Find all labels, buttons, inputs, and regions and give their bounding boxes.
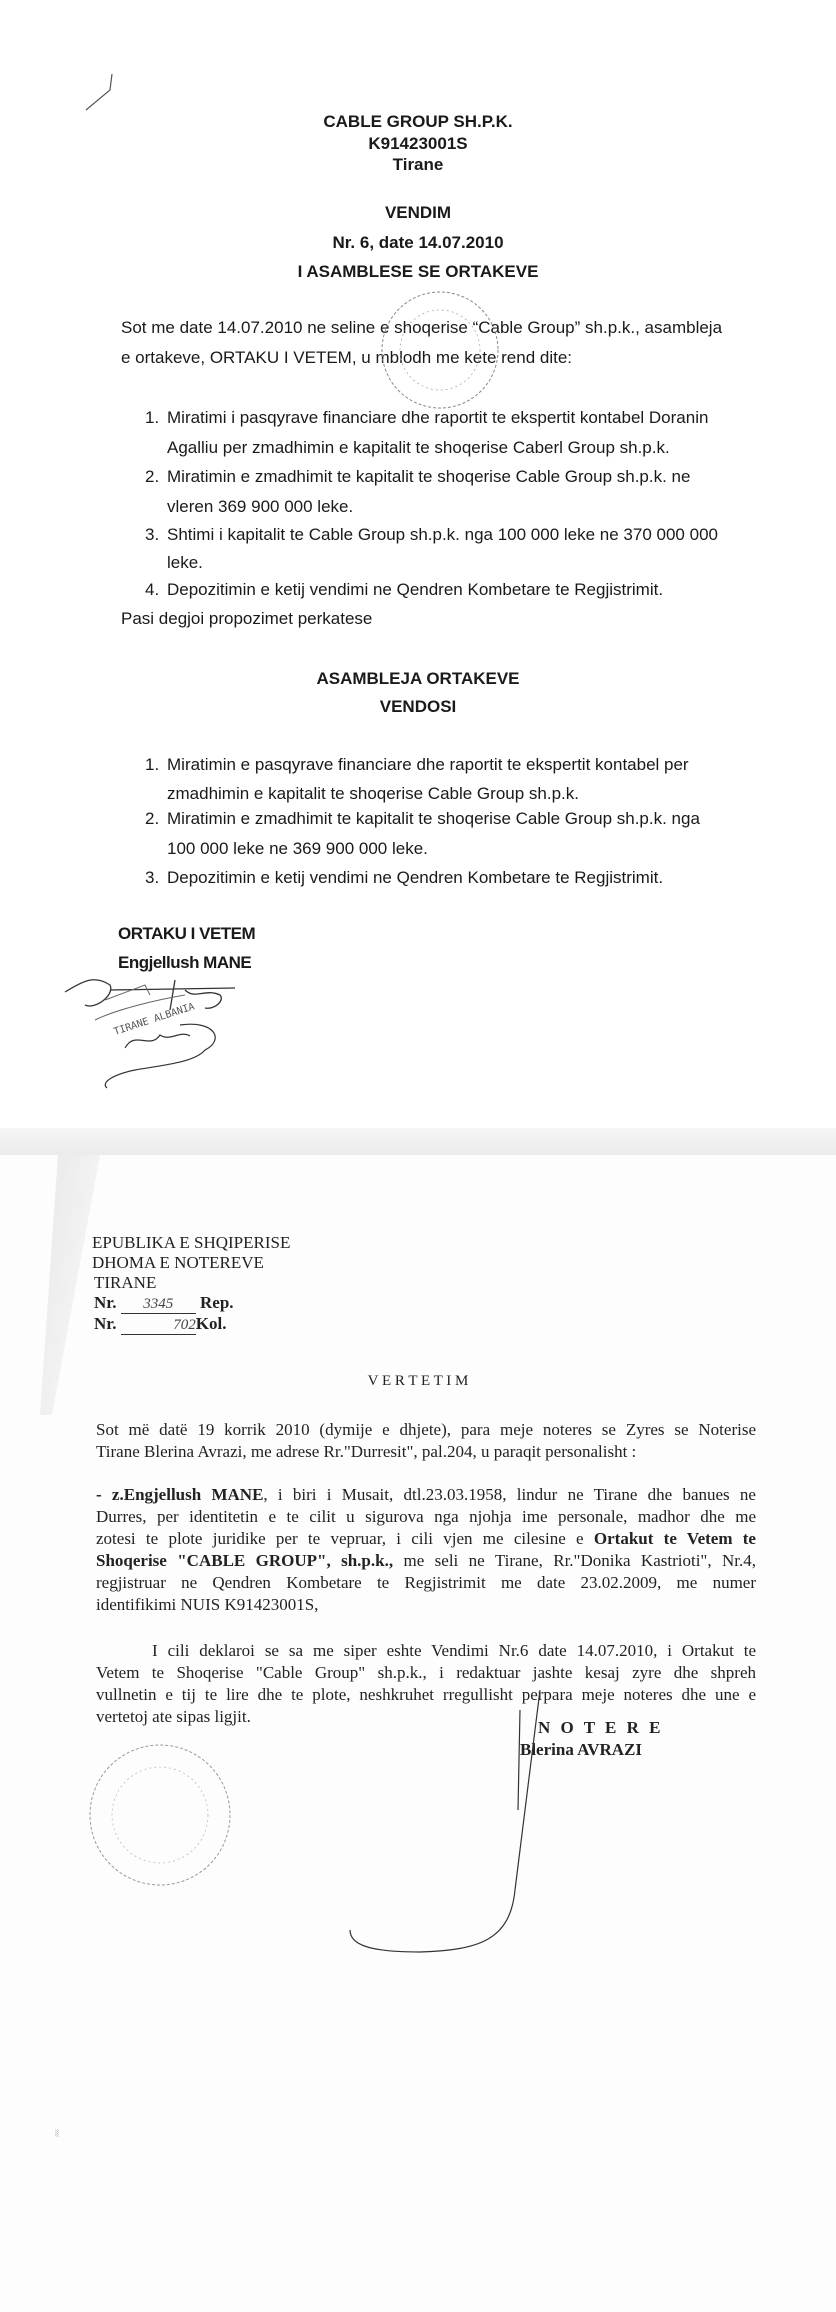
company-nuis: K91423001S bbox=[368, 134, 468, 153]
agenda-line: leke. bbox=[167, 553, 203, 572]
header-line: DHOMA E NOTEREVE bbox=[92, 1253, 264, 1272]
kol-suffix: Kol. bbox=[195, 1314, 227, 1333]
signatory-title: ORTAKU I VETEM bbox=[118, 924, 256, 943]
signatory-name: Engjellush MANE bbox=[118, 953, 252, 972]
para2-line: - z.Engjellush MANE, i biri i Musait, dtl.23.03.1958, lindur ne Tirane dhe banues ne bbox=[96, 1485, 756, 1504]
para3-line: vullnetin e tij te lire dhe te plote, neshkruhet rregullisht perpara meje noteres dhe une e bbox=[96, 1685, 756, 1704]
pen-mark bbox=[80, 70, 120, 115]
kol-number: 702 bbox=[121, 1317, 196, 1335]
doc-body: I ASAMBLESE SE ORTAKEVE bbox=[297, 262, 539, 281]
appearing-person: - z.Engjellush MANE bbox=[96, 1485, 264, 1504]
rep-label: Nr. bbox=[94, 1293, 117, 1312]
assembly-heading: ASAMBLEJA ORTAKEVE bbox=[316, 669, 520, 688]
para2-line: regjistruar ne Qendren Kombetare te Regjistrimit me date 23.02.2009, me numer bbox=[96, 1573, 756, 1592]
agenda-line: Depozitimin e ketij vendimi ne Qendren Kombetare te Regjistrimit. bbox=[167, 580, 664, 599]
para2-line: Shoqerise "CABLE GROUP", sh.p.k., me seli ne Tirane, Rr."Donika Kastrioti", Nr.4, bbox=[96, 1551, 757, 1570]
notary-stamp bbox=[375, 285, 505, 415]
intro-line: e ortakeve, ORTAKU I VETEM, u mblodh me kete rend dite: bbox=[121, 348, 573, 367]
agenda-num: 3. bbox=[145, 525, 160, 544]
agenda-num: 2. bbox=[145, 467, 160, 486]
decision-num: 2. bbox=[145, 809, 160, 828]
doc-type: VENDIM bbox=[384, 203, 452, 222]
after-agenda: Pasi degjoi propozimet perkatese bbox=[121, 609, 373, 628]
decides-heading: VENDOSI bbox=[379, 697, 457, 716]
scan-mark: ░ bbox=[55, 2130, 60, 2137]
notary-title: N O T E R E bbox=[538, 1718, 664, 1737]
rep-number: 3345 bbox=[121, 1296, 196, 1314]
para1-line: Tirane Blerina Avrazi, me adrese Rr."Durresit", pal.204, u paraqit personalisht : bbox=[96, 1442, 637, 1461]
decision-line: Miratimin e zmadhimit te kapitalit te shoqerise Cable Group sh.p.k. nga bbox=[167, 809, 700, 828]
agenda-num: 4. bbox=[145, 580, 160, 599]
signature-and-company-stamp bbox=[55, 970, 255, 1090]
decision-line: 100 000 leke ne 369 900 000 leke. bbox=[167, 839, 428, 858]
para3-line: Vetem te Shoqerise "Cable Group" sh.p.k., i redaktuar jashte kesaj zyre dhe shpreh bbox=[96, 1663, 756, 1682]
rep-number-row bbox=[94, 1293, 234, 1314]
intro-line: Sot me date 14.07.2010 ne seline e shoqerise “Cable Group” sh.p.k., asambleja bbox=[121, 318, 723, 337]
decision-num: 1. bbox=[145, 755, 160, 774]
agenda-line: Agalliu per zmadhimin e kapitalit te shoqerise Caberl Group sh.p.k. bbox=[167, 438, 670, 457]
decision-line: zmadhimin e kapitalit te shoqerise Cable Group sh.p.k. bbox=[167, 784, 579, 803]
para3-line: vertetoj ate sipas ligjit. bbox=[96, 1707, 251, 1726]
notary-seal bbox=[80, 1735, 240, 1895]
agenda-line: Miratimin e zmadhimit te kapitalit te shoqerise Cable Group sh.p.k. ne bbox=[167, 467, 691, 486]
svg-text:TIRANE ALBANIA: TIRANE ALBANIA bbox=[112, 1001, 197, 1038]
decision-num: 3. bbox=[145, 868, 160, 887]
notary-name: Blerina AVRAZI bbox=[520, 1740, 643, 1759]
agenda-line: vleren 369 900 000 leke. bbox=[167, 497, 354, 516]
agenda-line: Shtimi i kapitalit te Cable Group sh.p.k. nga 100 000 leke ne 370 000 000 bbox=[167, 525, 718, 544]
kol-label: Nr. bbox=[94, 1314, 117, 1333]
notary-signature bbox=[330, 1690, 560, 1970]
decision-line: Miratimin e pasqyrave financiare dhe raportit te ekspertit kontabel per bbox=[167, 755, 689, 774]
company-name: CABLE GROUP SH.P.K. bbox=[323, 112, 513, 131]
agenda-num: 1. bbox=[145, 408, 160, 427]
para2-line: zotesi te plote juridike per te vepruar, i cili vjen me cilesine e Ortakut te Vetem te bbox=[96, 1529, 756, 1548]
rep-suffix: Rep. bbox=[200, 1293, 234, 1312]
para1-line: Sot më datë 19 korrik 2010 (dymije e dhjete), para meje noteres se Zyres se Noterise bbox=[96, 1420, 756, 1439]
certificate-title: V E R T E T I M bbox=[367, 1373, 469, 1389]
header-line: EPUBLIKA E SHQIPERISE bbox=[92, 1233, 291, 1252]
decision-line: Depozitimin e ketij vendimi ne Qendren Kombetare te Regjistrimit. bbox=[167, 868, 664, 887]
company-city: Tirane bbox=[392, 155, 444, 174]
para2-line: identifikimi NUIS K91423001S, bbox=[96, 1595, 319, 1614]
kol-number-row bbox=[94, 1314, 226, 1335]
para2-line: Durres, per identitetin e te cilit u sigurova nga njohja ime personale, madhor dhe me bbox=[96, 1507, 756, 1526]
agenda-line: Miratimi i pasqyrave financiare dhe raportit te ekspertit kontabel Doranin bbox=[167, 408, 709, 427]
doc-number: Nr. 6, date 14.07.2010 bbox=[332, 233, 504, 252]
header-line: TIRANE bbox=[94, 1273, 157, 1292]
para3-line: I cili deklaroi se sa me siper eshte Vendimi Nr.6 date 14.07.2010, i Ortakut te bbox=[152, 1641, 756, 1660]
